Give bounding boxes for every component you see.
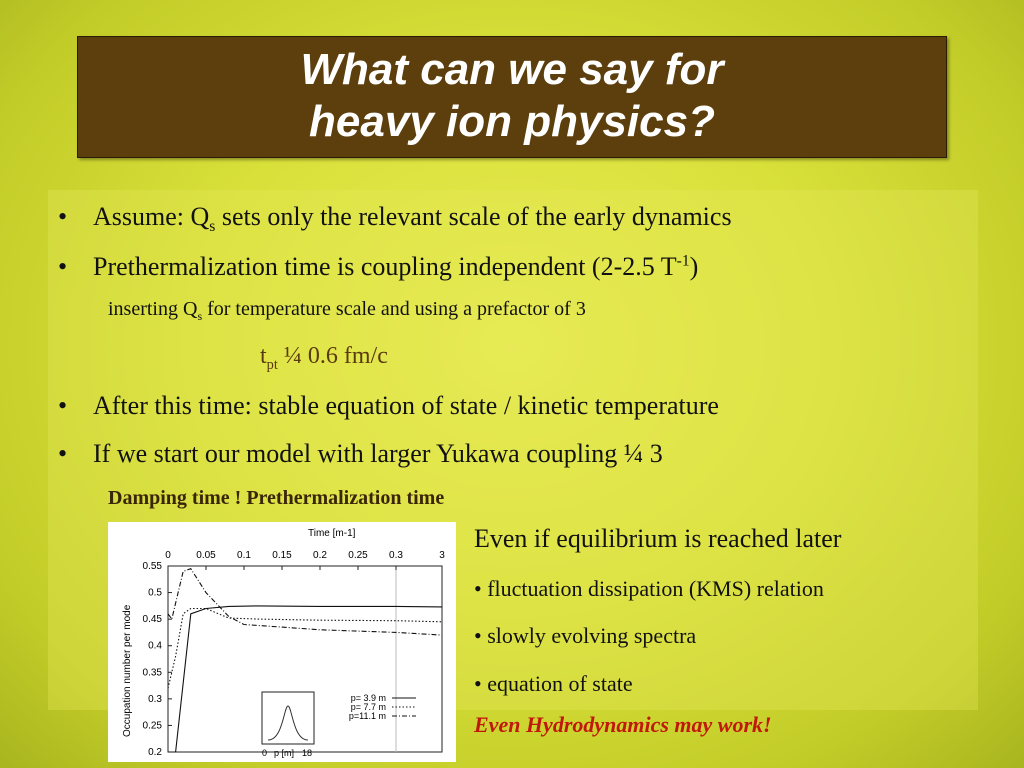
- x-tick-label: 0: [165, 550, 171, 561]
- y-tick-label: 0.4: [148, 640, 162, 652]
- right-item-kms: • fluctuation dissipation (KMS) relation: [474, 576, 824, 601]
- bullet-prethermalization: • Prethermalization time is coupling independent (2-2.5 $T^{-1}$): [58, 252, 699, 281]
- occupation-plot: [108, 522, 456, 762]
- right-item-spectra: • slowly evolving spectra: [474, 623, 697, 648]
- y-tick-label: 0.55: [142, 561, 162, 572]
- plot-ylabel: Occupation number per mode: [122, 604, 133, 737]
- bullet-yukawa: • If we start our model with larger Yukawa coupling ¼ 3: [58, 439, 663, 468]
- title-box: [77, 36, 947, 158]
- bullet-dot: •: [58, 202, 68, 231]
- y-tick-label: 0.25: [142, 720, 162, 732]
- occupation-plot-svg: [108, 522, 456, 762]
- x-tick-label: 0.15: [272, 550, 292, 561]
- hydro-note: Even Hydrodynamics may work!: [474, 712, 772, 737]
- series-line-1: [168, 609, 442, 689]
- title-line1: What can we say for: [300, 45, 724, 94]
- legend-label-0: p= 3.9 m: [350, 693, 386, 703]
- inset-plot: [262, 692, 314, 758]
- title-line2: heavy ion physics?: [309, 97, 715, 146]
- x-tick-label: 0.25: [348, 550, 368, 561]
- legend-label-2: p=11.1 m: [348, 711, 386, 721]
- inset-tick-18: 18: [302, 748, 313, 758]
- right-heading: Even if equilibrium is reached later: [474, 524, 842, 553]
- bullet-dot: •: [58, 252, 68, 281]
- bullet-dot: •: [58, 439, 68, 468]
- y-tick-label: 0.2: [148, 747, 162, 758]
- y-tick-label: 0.45: [142, 614, 162, 626]
- inset-frame: [262, 692, 314, 744]
- x-tick-label: 0.1: [237, 550, 251, 561]
- right-item-eos: • equation of state: [474, 671, 633, 696]
- x-tick-label: 0.3: [389, 550, 403, 561]
- plot-xlabel: Time [m-1]: [308, 528, 356, 539]
- x-tick-label: 0.2: [313, 550, 327, 561]
- sub-inserting-qs: inserting $Q_s$ for temperature scale and using a prefactor of 3: [108, 298, 586, 323]
- tpt-formula: $t_{pt}$ ¼ 0.6 fm/c: [260, 343, 388, 373]
- inset-tick-0: 0: [262, 748, 268, 758]
- damping-time-note: Damping time ! Prethermalization time: [108, 487, 445, 509]
- y-tick-label: 0.5: [148, 587, 162, 599]
- x-tick-label: 3: [439, 550, 445, 561]
- legend-label-1: p= 7.7 m: [350, 702, 386, 712]
- y-tick-label: 0.3: [148, 693, 162, 705]
- bullet-assume: • Assume: $Q_s$ sets only the relevant scale of the early dynamics: [58, 202, 732, 236]
- series-line-2: [168, 569, 442, 635]
- x-tick-label: 0.05: [196, 550, 216, 561]
- y-tick-label: 0.35: [142, 667, 162, 679]
- bullet-dot: •: [58, 391, 68, 420]
- inset-xlabel: p [m]: [274, 748, 295, 758]
- bullet-after-time: • After this time: stable equation of state / kinetic temperature: [58, 391, 719, 420]
